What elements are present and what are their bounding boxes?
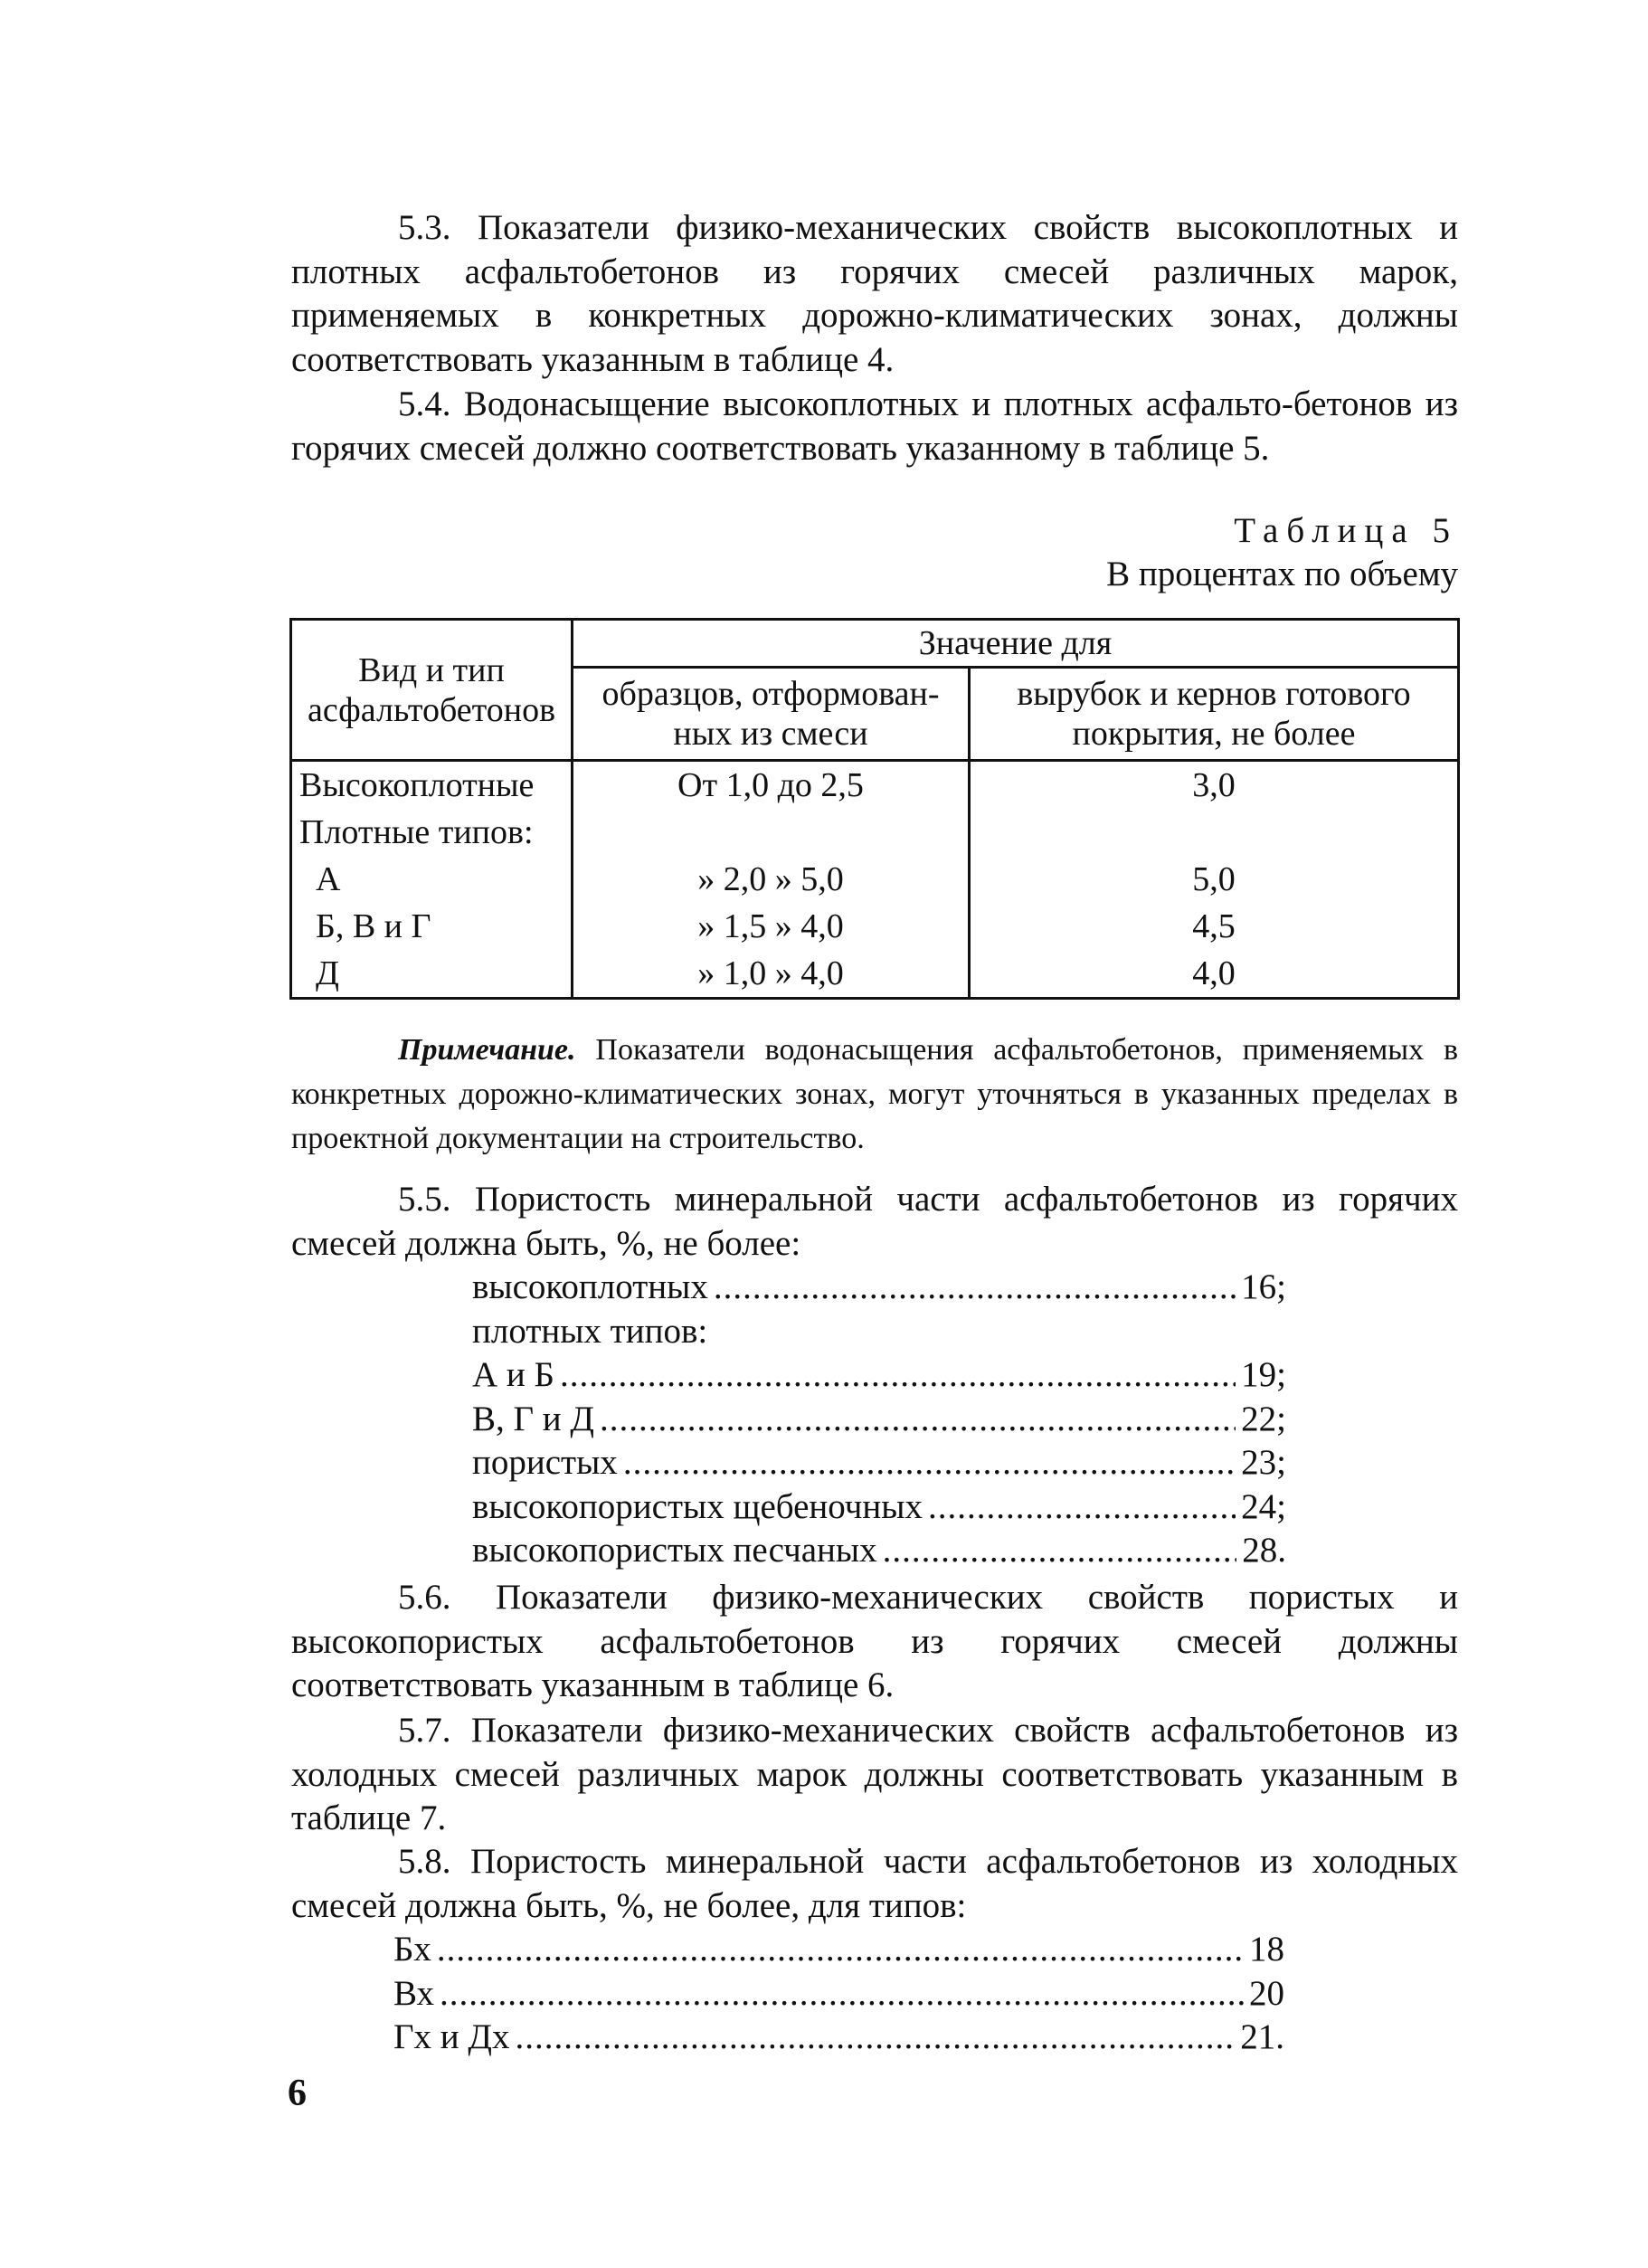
table-row bbox=[291, 761, 1459, 810]
table-row bbox=[291, 950, 1459, 999]
cell-cores: 4,0 bbox=[970, 950, 1459, 999]
table-units: В процентах по объему bbox=[1106, 555, 1458, 593]
item-label: В, Г и Д bbox=[472, 1399, 595, 1438]
list-item bbox=[393, 1928, 1284, 1972]
list-item bbox=[472, 1485, 1286, 1530]
cell-samples: От 1,0 до 2,5 bbox=[573, 761, 970, 810]
table-caption: Таблица 5 bbox=[1234, 511, 1458, 550]
item-label: высокоплотных bbox=[472, 1267, 708, 1306]
item-value: 20 bbox=[1249, 1973, 1284, 2013]
list-item bbox=[393, 2016, 1284, 2060]
list-item bbox=[472, 1529, 1286, 1573]
water-saturation-table bbox=[289, 618, 1460, 1000]
cell-samples: » 1,0 » 4,0 bbox=[573, 950, 970, 999]
item-value: 16; bbox=[1241, 1267, 1286, 1306]
header-samples: образцов, отформован-ных из смеси bbox=[573, 668, 970, 761]
leader-dots bbox=[623, 1441, 1236, 1485]
table-note bbox=[291, 1028, 1458, 1161]
header-cores: вырубок и кернов готового покрытия, не более bbox=[970, 668, 1459, 761]
item-label: Вх bbox=[393, 1973, 434, 2013]
header-type: Вид и тип асфальтобетонов bbox=[291, 620, 573, 761]
list-item bbox=[472, 1310, 1286, 1354]
leader-dots bbox=[600, 1398, 1236, 1442]
cell-type: Плотные типов: bbox=[291, 809, 573, 856]
item-label: Бх bbox=[393, 1930, 431, 1969]
cell-samples bbox=[573, 809, 970, 856]
item-label: пористых bbox=[472, 1443, 618, 1482]
section-5-6 bbox=[291, 1576, 1458, 1708]
leader-dots bbox=[437, 1928, 1244, 1972]
header-group: Значение для bbox=[573, 620, 1459, 668]
item-value: 28. bbox=[1242, 1531, 1286, 1570]
cell-type: А bbox=[291, 856, 573, 903]
paragraph-5-8: 5.8. Пористость минеральной части асфальтобетонов из холодных смесей должна быть, %, не более, для типов: bbox=[291, 1842, 1458, 1925]
porosity-hot-list bbox=[472, 1266, 1286, 1573]
item-label: А и Б bbox=[472, 1355, 554, 1394]
list-item bbox=[472, 1353, 1286, 1398]
paragraph-5-4: 5.4. Водонасыщение высокоплотных и плотных асфальто-бетонов из горячих смесей должно соответствовать указанному в таблице 5. bbox=[291, 384, 1458, 468]
cell-cores: 4,5 bbox=[970, 903, 1459, 950]
item-value: 18 bbox=[1249, 1930, 1284, 1969]
cell-samples: » 2,0 » 5,0 bbox=[573, 856, 970, 903]
item-value: 21. bbox=[1240, 2017, 1284, 2056]
item-label: Гх и Дх bbox=[393, 2017, 510, 2056]
leader-dots bbox=[440, 1972, 1244, 2017]
page-number: 6 bbox=[288, 2073, 307, 2114]
cell-cores: 3,0 bbox=[970, 761, 1459, 810]
section-5-3 bbox=[291, 206, 1458, 382]
list-item bbox=[472, 1398, 1286, 1442]
cell-type: Д bbox=[291, 950, 573, 999]
note-label: Примечание. bbox=[398, 1033, 576, 1067]
item-value: 24; bbox=[1241, 1486, 1286, 1526]
cell-type: Б, В и Г bbox=[291, 903, 573, 950]
table-row bbox=[291, 903, 1459, 950]
paragraph-5-3: 5.3. Показатели физико-механических свойств высокоплотных и плотных асфальтобетонов из горячих смесей различных марок, применяемых в конкретных дорожно-климатических зонах, должны соответствовать указанным в таблице 4. bbox=[291, 208, 1458, 379]
leader-dots bbox=[714, 1266, 1236, 1310]
cell-cores: 5,0 bbox=[970, 856, 1459, 903]
item-label: плотных типов: bbox=[472, 1311, 708, 1351]
leader-dots bbox=[928, 1485, 1236, 1530]
paragraph-5-7: 5.7. Показатели физико-механических свойств асфальтобетонов из холодных смесей различных марок должны соответствовать указанным в таблице 7. bbox=[291, 1711, 1458, 1837]
table-row bbox=[291, 856, 1459, 903]
item-value: 22; bbox=[1241, 1399, 1286, 1438]
item-value: 23; bbox=[1241, 1443, 1286, 1482]
note-text: Показатели водонасыщения асфальтобетонов, применяемых в конкретных дорожно-климатических зонах, могут уточняться в указанных пределах в проектной документации на строительство. bbox=[291, 1033, 1458, 1155]
item-label: высокопористых песчаных bbox=[472, 1531, 877, 1570]
cell-type: Высокоплотные bbox=[291, 761, 573, 810]
table-row bbox=[291, 809, 1459, 856]
section-5-7 bbox=[291, 1709, 1458, 1841]
paragraph-5-6: 5.6. Показатели физико-механических свойств пористых и высокопористых асфальтобетонов из горячих смесей должны соответствовать указанным в таблице 6. bbox=[291, 1578, 1458, 1704]
porosity-cold-list bbox=[393, 1928, 1284, 2060]
item-label: высокопористых щебеночных bbox=[472, 1486, 923, 1526]
leader-dots bbox=[883, 1529, 1237, 1573]
item-value: 19; bbox=[1241, 1355, 1286, 1394]
cell-samples: » 1,5 » 4,0 bbox=[573, 903, 970, 950]
list-item bbox=[472, 1266, 1286, 1310]
leader-dots bbox=[560, 1353, 1236, 1398]
leader-dots bbox=[516, 2016, 1236, 2060]
list-item bbox=[472, 1441, 1286, 1485]
section-5-5 bbox=[291, 1178, 1458, 1266]
section-5-4 bbox=[291, 383, 1458, 470]
section-5-8 bbox=[291, 1840, 1458, 1928]
cell-cores bbox=[970, 809, 1459, 856]
paragraph-5-5: 5.5. Пористость минеральной части асфальтобетонов из горячих смесей должна быть, %, не более: bbox=[291, 1180, 1458, 1263]
list-item bbox=[393, 1972, 1284, 2017]
